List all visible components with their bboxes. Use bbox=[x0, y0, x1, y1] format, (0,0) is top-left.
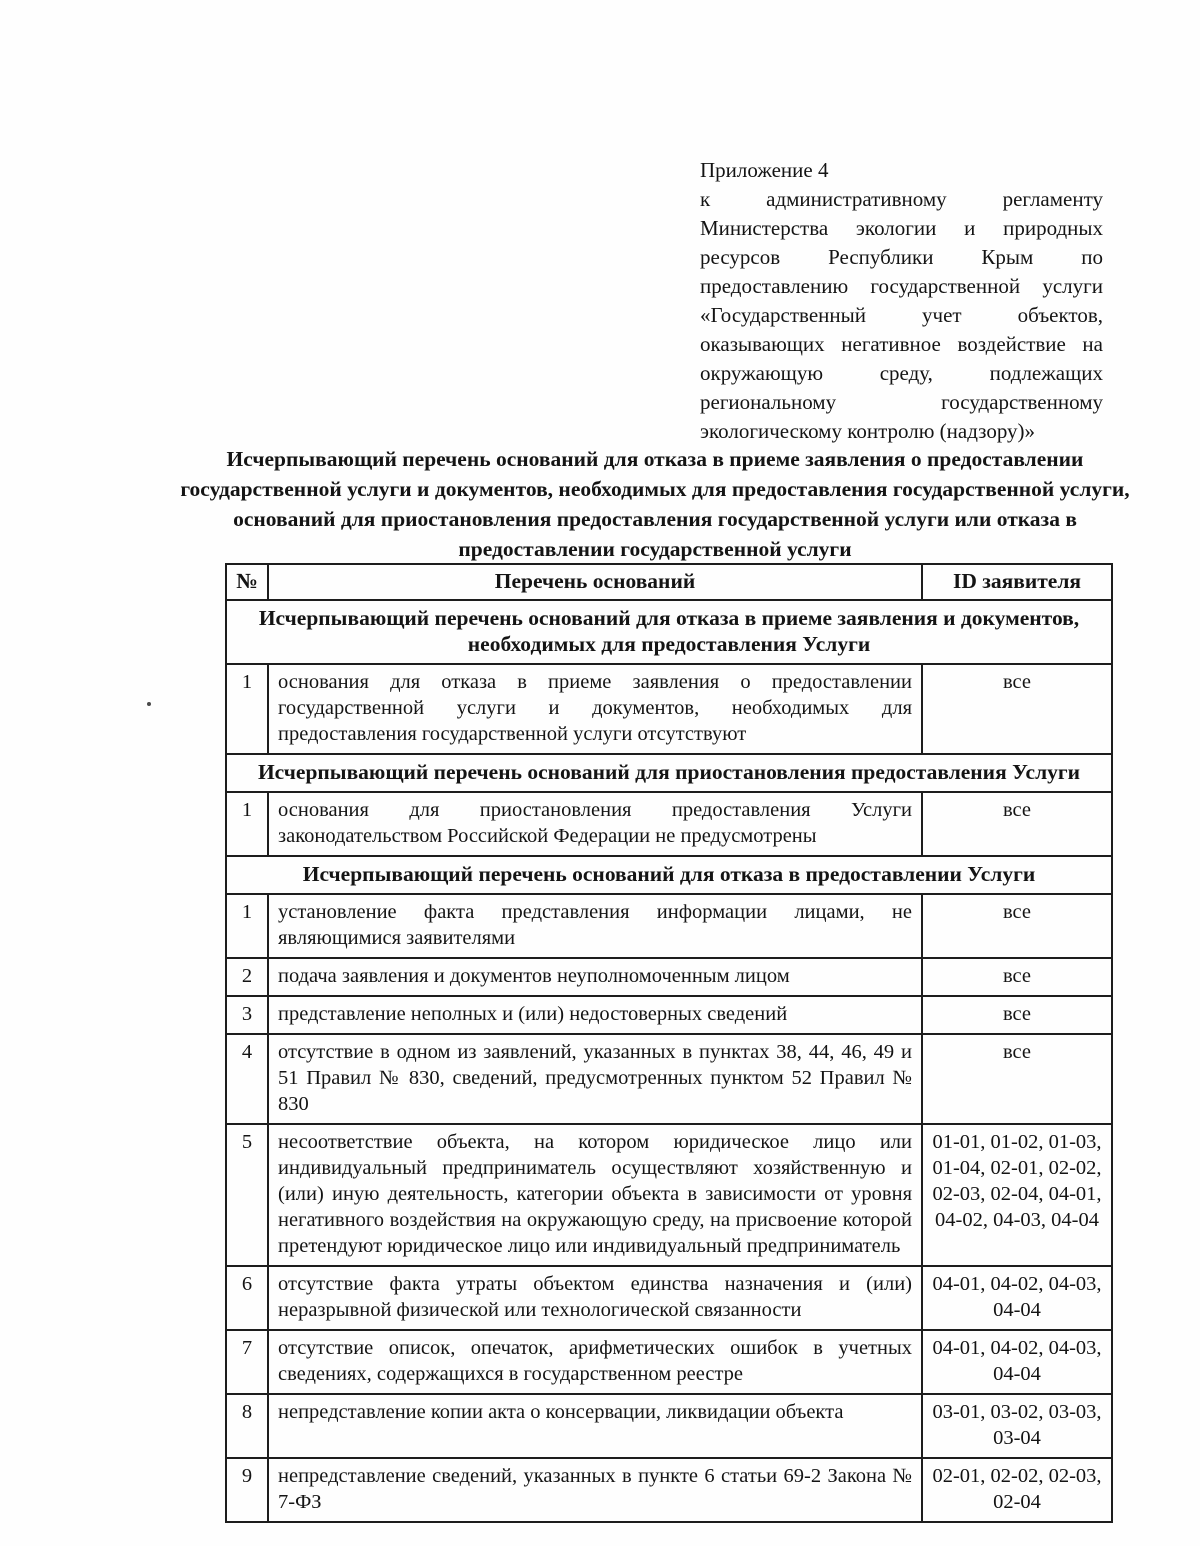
row-number: 5 bbox=[226, 1124, 268, 1266]
table-row bbox=[226, 1266, 1112, 1330]
section-title: Исчерпывающий перечень оснований для приостановления предоставления Услуги bbox=[226, 754, 1112, 792]
row-number: 1 bbox=[226, 894, 268, 958]
applicant-id: 03-01, 03-02, 03-03, 03-04 bbox=[922, 1394, 1112, 1458]
document-title: Исчерпывающий перечень оснований для отказа в приеме заявления о предоставлении государственной услуги и документов, необходимых для предоставления государственной услуги, оснований для приостановления предоставления государственной услуги или отказа в предоставлении государственной услуги bbox=[180, 447, 1130, 561]
row-number: 4 bbox=[226, 1034, 268, 1124]
applicant-id: 04-01, 04-02, 04-03, 04-04 bbox=[922, 1266, 1112, 1330]
ground-text: отсутствие факта утраты объектом единства назначения и (или) неразрывной физической или технологической связанности bbox=[268, 1266, 922, 1330]
applicant-id: все bbox=[922, 894, 1112, 958]
table-row bbox=[226, 1458, 1112, 1522]
grounds-table bbox=[225, 563, 1113, 1523]
ground-text: непредставление сведений, указанных в пункте 6 статьи 69-2 Закона № 7-ФЗ bbox=[268, 1458, 922, 1522]
row-number: 2 bbox=[226, 958, 268, 996]
applicant-id: 02-01, 02-02, 02-03, 02-04 bbox=[922, 1458, 1112, 1522]
ground-text: несоответствие объекта, на котором юридическое лицо или индивидуальный предприниматель осуществляют хозяйственную и (или) иную деятельность, категории объекта в зависимости от уровня негативного воздействия на окружающую среду, на присвоение которой претендуют юридическое лицо или индивидуальный предприниматель bbox=[268, 1124, 922, 1266]
row-number: 7 bbox=[226, 1330, 268, 1394]
applicant-id: все bbox=[922, 996, 1112, 1034]
ground-text: непредставление копии акта о консервации, ликвидации объекта bbox=[268, 1394, 922, 1458]
ground-text: отсутствие в одном из заявлений, указанных в пунктах 38, 44, 46, 49 и 51 Правил № 830, сведений, предусмотренных пунктом 52 Правил № 830 bbox=[268, 1034, 922, 1124]
table-row bbox=[226, 664, 1112, 754]
applicant-id: все bbox=[922, 664, 1112, 754]
table-row bbox=[226, 1034, 1112, 1124]
section-title: Исчерпывающий перечень оснований для отказа в предоставлении Услуги bbox=[226, 856, 1112, 894]
appendix-text: к административному регламенту Министерства экологии и природных ресурсов Республики Крым по предоставлению государственной услуги «Государственный учет объектов, оказывающих негативное воздействие на окружающую среду, подлежащих региональному государственному экологическому контролю (надзору)» bbox=[700, 187, 1103, 443]
table-header-row bbox=[226, 564, 1112, 600]
applicant-id: все bbox=[922, 958, 1112, 996]
row-number: 8 bbox=[226, 1394, 268, 1458]
column-header-id: ID заявителя bbox=[922, 564, 1112, 600]
table-row bbox=[226, 1330, 1112, 1394]
row-number: 6 bbox=[226, 1266, 268, 1330]
section-title: Исчерпывающий перечень оснований для отказа в приеме заявления и документов, необходимых для предоставления Услуги bbox=[226, 600, 1112, 664]
table-row bbox=[226, 894, 1112, 958]
ground-text: представление неполных и (или) недостоверных сведений bbox=[268, 996, 922, 1034]
row-number: 3 bbox=[226, 996, 268, 1034]
ground-text: отсутствие описок, опечаток, арифметических ошибок в учетных сведениях, содержащихся в государственном реестре bbox=[268, 1330, 922, 1394]
table-row bbox=[226, 1394, 1112, 1458]
column-header-grounds: Перечень оснований bbox=[268, 564, 922, 600]
row-number: 9 bbox=[226, 1458, 268, 1522]
appendix-note bbox=[700, 156, 1103, 446]
ground-text: установление факта представления информации лицами, не являющимися заявителями bbox=[268, 894, 922, 958]
scan-artifact-dot bbox=[147, 702, 151, 706]
table-row bbox=[226, 958, 1112, 996]
applicant-id: все bbox=[922, 792, 1112, 856]
ground-text: основания для приостановления предоставления Услуги законодательством Российской Федерации не предусмотрены bbox=[268, 792, 922, 856]
applicant-id: 01-01, 01-02, 01-03, 01-04, 02-01, 02-02, 02-03, 02-04, 04-01, 04-02, 04-03, 04-04 bbox=[922, 1124, 1112, 1266]
row-number: 1 bbox=[226, 792, 268, 856]
row-number: 1 bbox=[226, 664, 268, 754]
section-row bbox=[226, 754, 1112, 792]
table-row bbox=[226, 792, 1112, 856]
table-row bbox=[226, 996, 1112, 1034]
applicant-id: 04-01, 04-02, 04-03, 04-04 bbox=[922, 1330, 1112, 1394]
appendix-label: Приложение 4 bbox=[700, 158, 829, 182]
section-row bbox=[226, 600, 1112, 664]
ground-text: подача заявления и документов неуполномоченным лицом bbox=[268, 958, 922, 996]
table-row bbox=[226, 1124, 1112, 1266]
ground-text: основания для отказа в приеме заявления о предоставлении государственной услуги и документов, необходимых для предоставления государственной услуги отсутствуют bbox=[268, 664, 922, 754]
column-header-num: № bbox=[226, 564, 268, 600]
grounds-table-body bbox=[226, 600, 1112, 1522]
section-row bbox=[226, 856, 1112, 894]
applicant-id: все bbox=[922, 1034, 1112, 1124]
